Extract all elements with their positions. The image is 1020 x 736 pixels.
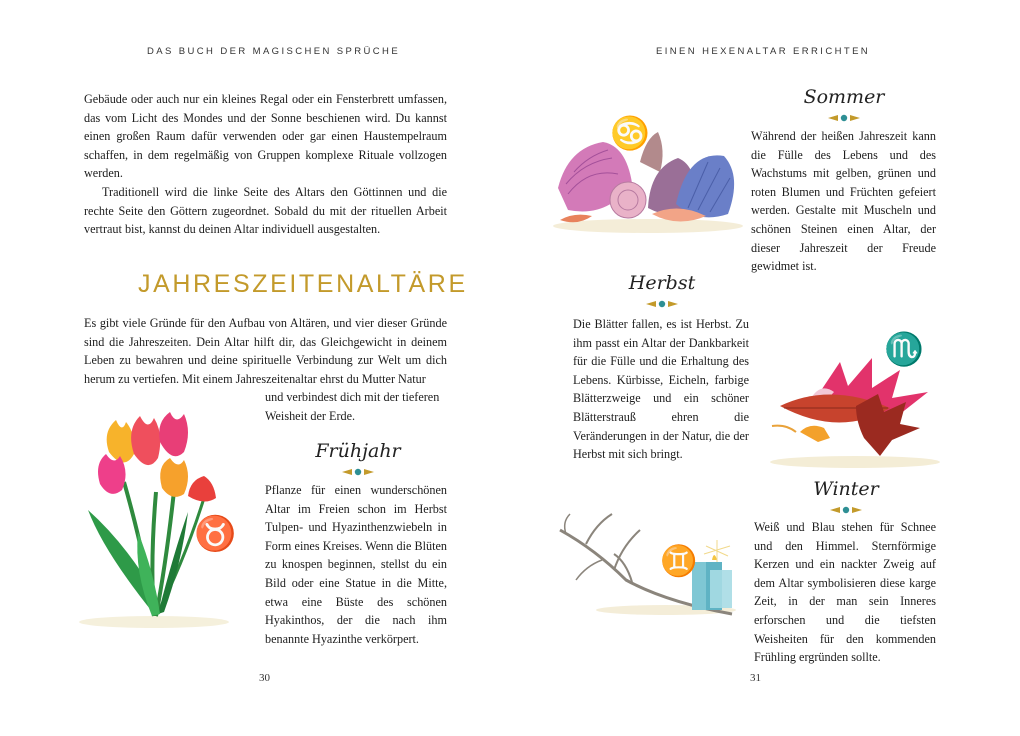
winter-branch-illustration — [556, 510, 746, 620]
sommer-ornament — [826, 114, 862, 122]
winter-heading: Winter — [813, 478, 879, 500]
section-title: JAHRESZEITENALTÄRE — [138, 270, 468, 298]
fruehjahr-text: Pflanze für einen wunderschönen Altar im Freien schon im Herbst Tulpen- und Hyazinthenzwiebeln in Form eines Kreises. Wenn die Blüten zu knospen beginnen, stellst du ein Bild oder eine Statue in die Mitte, etwa eine Büste des schönen Hyakinthos, der die nach ihm benannte Hyazinthe verkörpert. — [265, 483, 447, 646]
running-head-right: EINEN HEXENALTAR ERRICHTEN — [656, 46, 871, 57]
section-paragraph: Es gibt viele Gründe für den Aufbau von Altären, und vier dieser Gründe sind die Jahreszeiten. Dein Altar hilft dir, das Gleichgewicht in deinem Leben zu bewahren und deine spirituelle Verbindung zur Welt um dich herum zu vertiefen. Mit einem Jahreszeitenaltar ehrst du Mutter Natur — [84, 316, 447, 386]
section-paragraph-continued: und verbindest dich mit der tieferen Weisheit der Erde. — [265, 390, 440, 423]
fruehjahr-heading: Frühjahr — [315, 440, 401, 462]
autumn-leaves-illustration — [760, 352, 950, 472]
herbst-ornament — [644, 300, 680, 308]
winter-text: Weiß und Blau stehen für Schnee und den Himmel. Sternförmige Kerzen und ein nackter Zweig auf dem Altar symbolisieren diese karge Zeit, in der man sein Inneres erforschen und die tiefsten Weisheiten für den kommenden Frühling ergründen sollte. — [754, 520, 936, 665]
intro-paragraph-2: Traditionell wird die linke Seite des Altars den Göttinnen und die rechte Seite den Göttern zugeordnet. Sobald du mit der rituellen Arbeit vertraut bist, kannst du deinen Altar individuell ausgestalten. — [84, 185, 447, 237]
winter-ornament — [828, 506, 864, 514]
running-head-left: DAS BUCH DER MAGISCHEN SPRÜCHE — [147, 46, 401, 57]
taurus-sign-icon: ♉ — [194, 514, 237, 554]
herbst-heading: Herbst — [628, 272, 696, 294]
sommer-text: Während der heißen Jahreszeit kann die Fülle des Lebens und des Wachstums mit gelben, grünen und roten Blumen und Früchten gefeiert werden. Gestalte mit Muscheln und schönen Steinen einen Altar, der dieser Jahreszeit der Freude gewidmet ist. — [751, 129, 936, 274]
sommer-heading: Sommer — [803, 86, 885, 108]
intro-paragraph-1: Gebäude oder auch nur ein kleines Regal oder ein Fensterbrett umfassen, das vom Licht des Mondes und der Sonne beschienen wird. Du kannst einen großen Raum dafür verwenden oder gar einen Haustempelraum schaffen, in dem regelmäßig von Gruppen komplexe Rituale vollzogen werden. — [84, 92, 447, 181]
page-number-left: 30 — [259, 672, 270, 684]
cancer-sign-icon: ♋ — [610, 114, 650, 152]
fruehjahr-ornament — [340, 468, 376, 476]
page-number-right: 31 — [750, 672, 761, 684]
herbst-text: Die Blätter fallen, es ist Herbst. Zu ihm passt ein Altar der Dankbarkeit für die Fülle und die Erhaltung des Lebens. Kürbisse, Eicheln, farbige Blätterzweige und ein schöner Blätterstrauß ehren die Veränderungen in der Natur, die der Herbst mit sich bringt. — [573, 317, 749, 462]
gemini-sign-icon: ♊ — [660, 544, 698, 579]
scorpio-sign-icon: ♏ — [884, 330, 924, 368]
